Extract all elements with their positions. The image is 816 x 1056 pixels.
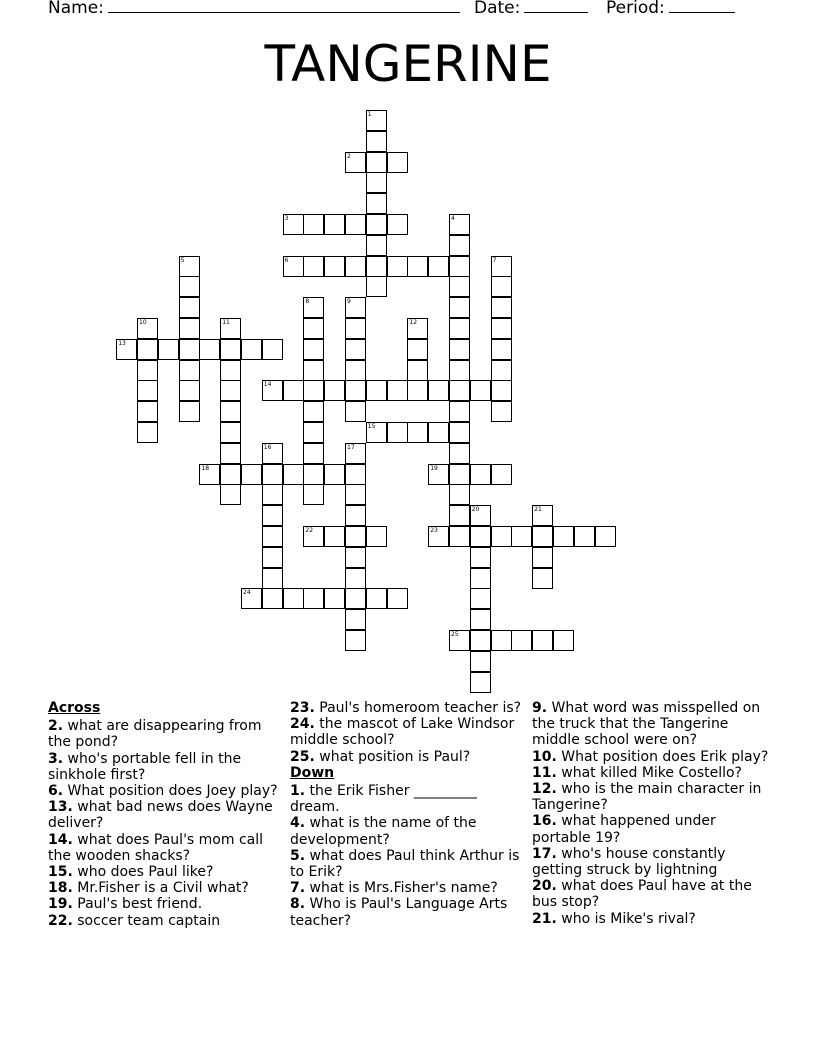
clue-num: 5. — [290, 847, 306, 864]
grid-cell[interactable] — [449, 630, 470, 651]
clue-number: 12 — [409, 319, 418, 326]
grid-cell[interactable] — [491, 276, 512, 297]
down-clue — [532, 749, 770, 765]
grid-cell[interactable] — [449, 443, 470, 464]
clue-number: 7 — [492, 256, 497, 264]
clue-text: what bad news does Wayne deliver? — [48, 799, 273, 832]
page-title: TANGERINE — [264, 35, 552, 93]
clue-num: 3. — [48, 750, 64, 767]
grid-cell[interactable] — [491, 401, 512, 422]
down-clue — [532, 765, 770, 781]
across-clue — [48, 751, 286, 783]
grid-cell[interactable] — [324, 588, 345, 609]
clue-text: What word was misspelled on the truck that the Tangerine middle school were on? — [532, 700, 761, 749]
grid-cell[interactable] — [449, 380, 470, 401]
grid-cell[interactable] — [158, 339, 179, 360]
clue-num: 1. — [290, 783, 306, 800]
grid-cell[interactable] — [262, 339, 283, 360]
clue-number: 18 — [201, 464, 210, 472]
grid-cell[interactable] — [303, 484, 324, 505]
clue-num: 23. — [290, 700, 315, 716]
down-clue — [290, 783, 528, 815]
grid-cell[interactable] — [366, 526, 387, 547]
grid-cell[interactable] — [262, 588, 283, 609]
grid-cell[interactable] — [449, 464, 470, 485]
clue-number: 15 — [367, 423, 376, 430]
clues-column-2 — [290, 700, 528, 929]
clue-number: 9 — [347, 298, 351, 306]
clue-number: 14 — [263, 381, 272, 389]
clue-text: the mascot of Lake Windsor middle school? — [290, 716, 515, 749]
grid-cell[interactable] — [345, 297, 366, 318]
grid-cell[interactable] — [324, 214, 345, 235]
grid-cell[interactable] — [137, 401, 158, 422]
clue-text: what does Paul have at the bus stop? — [532, 878, 752, 911]
grid-cell[interactable] — [345, 588, 366, 609]
grid-cell[interactable] — [345, 318, 366, 339]
grid-cell[interactable] — [262, 568, 283, 589]
clue-num: 18. — [48, 880, 73, 897]
grid-cell[interactable] — [303, 422, 324, 443]
grid-cell[interactable] — [470, 380, 491, 401]
clue-text: what position is Paul? — [314, 748, 471, 765]
grid-cell[interactable] — [511, 526, 532, 547]
grid-cell[interactable] — [303, 256, 324, 277]
grid-cell[interactable] — [220, 318, 241, 339]
grid-cell[interactable] — [491, 297, 512, 318]
grid-cell[interactable] — [179, 380, 200, 401]
clue-number: 17 — [347, 443, 355, 451]
grid-cell[interactable] — [449, 505, 470, 526]
grid-cell[interactable] — [553, 526, 574, 547]
grid-cell[interactable] — [387, 152, 408, 173]
grid-cell[interactable] — [345, 630, 366, 651]
grid-cell[interactable] — [324, 256, 345, 277]
clue-text: what is the name of the development? — [290, 815, 477, 848]
grid-cell[interactable] — [303, 401, 324, 422]
across-clue — [48, 880, 286, 896]
grid-cell[interactable] — [179, 360, 200, 381]
clue-number: 11 — [222, 319, 230, 326]
down-clue — [532, 700, 770, 749]
grid-cell[interactable] — [574, 526, 595, 547]
grid-cell[interactable] — [449, 297, 470, 318]
grid-cell[interactable] — [241, 464, 262, 485]
clue-num: 4. — [290, 815, 306, 832]
grid-cell[interactable] — [241, 339, 262, 360]
clue-num: 11. — [532, 764, 557, 781]
grid-cell[interactable] — [470, 651, 491, 672]
grid-cell[interactable] — [199, 464, 220, 485]
grid-cell[interactable] — [262, 484, 283, 505]
grid-cell[interactable] — [449, 422, 470, 443]
clue-number: 22 — [305, 527, 314, 534]
clues-column-1 — [48, 700, 286, 929]
grid-cell[interactable] — [366, 422, 387, 443]
clue-text: what are disappearing from the pond? — [48, 718, 262, 751]
grid-cell[interactable] — [532, 630, 553, 651]
clue-num: 17. — [532, 845, 557, 862]
grid-cell[interactable] — [491, 630, 512, 651]
grid-cell[interactable] — [303, 297, 324, 318]
clue-num: 7. — [290, 880, 306, 897]
down-clue — [532, 781, 770, 813]
grid-cell[interactable] — [387, 588, 408, 609]
grid-cell[interactable] — [303, 360, 324, 381]
grid-cell[interactable] — [179, 297, 200, 318]
clue-number: 3 — [284, 215, 289, 222]
grid-cell[interactable] — [407, 360, 428, 381]
across-clue — [48, 783, 286, 799]
clue-num: 21. — [532, 910, 557, 927]
clue-number: 24 — [243, 589, 251, 597]
grid-cell[interactable] — [366, 214, 387, 235]
period-label: Period: — [606, 0, 665, 18]
grid-cell[interactable] — [345, 547, 366, 568]
grid-cell[interactable] — [366, 172, 387, 193]
grid-cell[interactable] — [241, 588, 262, 609]
clue-text: what does Paul think Arthur is to Erik? — [290, 847, 520, 881]
grid-cell[interactable] — [262, 547, 283, 568]
across-clue — [48, 896, 286, 912]
grid-cell[interactable] — [137, 422, 158, 443]
clue-num: 13. — [48, 799, 73, 816]
across-clue — [48, 913, 286, 929]
clue-number: 13 — [118, 339, 126, 347]
grid-cell[interactable] — [428, 526, 449, 547]
clue-text: who is Mike's rival? — [556, 910, 696, 927]
clue-number: 21 — [534, 506, 542, 514]
clue-num: 8. — [290, 896, 306, 913]
clue-number: 25 — [451, 631, 459, 638]
clue-num: 20. — [532, 878, 557, 895]
grid-cell[interactable] — [449, 256, 470, 277]
grid-cell[interactable] — [366, 256, 387, 277]
grid-cell[interactable] — [449, 214, 470, 235]
down-clue — [532, 846, 770, 878]
clue-text: what happened under portable 19? — [532, 813, 716, 846]
grid-cell[interactable] — [366, 235, 387, 256]
grid-cell[interactable] — [179, 276, 200, 297]
grid-cell[interactable] — [387, 422, 408, 443]
grid-cell[interactable] — [303, 214, 324, 235]
grid-cell[interactable] — [179, 318, 200, 339]
grid-cell[interactable] — [428, 464, 449, 485]
grid-cell[interactable] — [491, 256, 512, 277]
down-clue — [290, 880, 528, 896]
grid-cell[interactable] — [220, 360, 241, 381]
grid-cell[interactable] — [449, 276, 470, 297]
clue-text: What position does Joey play? — [63, 783, 278, 800]
grid-cell[interactable] — [366, 588, 387, 609]
grid-cell[interactable] — [303, 588, 324, 609]
clue-number: 1 — [367, 111, 372, 118]
grid-cell[interactable] — [407, 339, 428, 360]
grid-cell[interactable] — [491, 526, 512, 547]
grid-cell[interactable] — [449, 318, 470, 339]
grid-cell[interactable] — [366, 131, 387, 152]
grid-cell[interactable] — [532, 505, 553, 526]
grid-cell[interactable] — [532, 568, 553, 589]
grid-cell[interactable] — [345, 339, 366, 360]
clue-num: 9. — [532, 700, 548, 716]
grid-cell[interactable] — [345, 505, 366, 526]
grid-cell[interactable] — [491, 339, 512, 360]
clue-number: 20 — [471, 506, 480, 514]
grid-cell[interactable] — [283, 214, 304, 235]
grid-cell[interactable] — [137, 360, 158, 381]
grid-cell[interactable] — [303, 464, 324, 485]
down-clue — [532, 813, 770, 845]
clues-column-3 — [532, 700, 770, 927]
grid-cell[interactable] — [470, 464, 491, 485]
clue-num: 19. — [48, 896, 73, 913]
grid-cell[interactable] — [595, 526, 616, 547]
clue-num: 25. — [290, 748, 315, 765]
date-label: Date: — [474, 0, 521, 18]
grid-cell[interactable] — [345, 380, 366, 401]
grid-cell[interactable] — [366, 276, 387, 297]
grid-cell[interactable] — [532, 526, 553, 547]
grid-cell[interactable] — [387, 256, 408, 277]
grid-cell[interactable] — [137, 380, 158, 401]
down-heading: Down — [290, 764, 335, 781]
grid-cell[interactable] — [345, 401, 366, 422]
grid-cell[interactable] — [137, 339, 158, 360]
across-heading: Across — [48, 700, 101, 716]
across-clue — [48, 799, 286, 831]
clue-number: 6 — [284, 256, 289, 264]
across-clue — [290, 749, 528, 765]
grid-cell[interactable] — [220, 401, 241, 422]
grid-cell[interactable] — [470, 526, 491, 547]
down-clue — [290, 848, 528, 880]
clue-text: Mr.Fisher is a Civil what? — [72, 880, 249, 897]
clue-text: who does Paul like? — [72, 864, 214, 881]
across-clue — [290, 700, 528, 716]
across-clue — [290, 716, 528, 748]
grid-cell[interactable] — [366, 110, 387, 131]
grid-cell[interactable] — [345, 443, 366, 464]
grid-cell[interactable] — [553, 630, 574, 651]
grid-cell[interactable] — [345, 464, 366, 485]
grid-cell[interactable] — [428, 380, 449, 401]
grid-cell[interactable] — [345, 360, 366, 381]
grid-cell[interactable] — [449, 339, 470, 360]
grid-cell[interactable] — [199, 339, 220, 360]
clue-text: Paul's homeroom teacher is? — [314, 700, 522, 716]
clue-num: 24. — [290, 716, 315, 733]
grid-cell[interactable] — [387, 214, 408, 235]
grid-cell[interactable] — [470, 568, 491, 589]
grid-cell[interactable] — [449, 526, 470, 547]
grid-cell[interactable] — [345, 256, 366, 277]
grid-cell[interactable] — [345, 568, 366, 589]
across-clue — [48, 718, 286, 750]
grid-cell[interactable] — [428, 422, 449, 443]
grid-cell[interactable] — [303, 318, 324, 339]
across-clue-list-part2 — [290, 700, 528, 765]
clue-number: 19 — [430, 464, 438, 472]
across-clue — [48, 864, 286, 880]
clue-number: 8 — [305, 298, 310, 306]
clue-text: who's portable fell in the sinkhole first? — [48, 750, 242, 783]
clue-text: soccer team captain — [72, 912, 221, 929]
grid-cell[interactable] — [470, 547, 491, 568]
grid-cell[interactable] — [324, 526, 345, 547]
grid-cell[interactable] — [303, 443, 324, 464]
grid-cell[interactable] — [366, 152, 387, 173]
clue-num: 16. — [532, 813, 557, 830]
grid-cell[interactable] — [303, 380, 324, 401]
clue-number: 2 — [347, 152, 351, 160]
down-clue — [290, 815, 528, 847]
grid-cell[interactable] — [220, 484, 241, 505]
clue-number: 10 — [139, 319, 147, 326]
clue-text: Who is Paul's Language Arts teacher? — [290, 896, 508, 929]
grid-cell[interactable] — [532, 547, 553, 568]
grid-cell[interactable] — [179, 401, 200, 422]
grid-cell[interactable] — [470, 672, 491, 693]
grid-cell[interactable] — [449, 360, 470, 381]
clue-num: 6. — [48, 783, 64, 800]
grid-cell[interactable] — [428, 256, 449, 277]
grid-cell[interactable] — [470, 630, 491, 651]
clue-text: What position does Erik play? — [556, 748, 769, 765]
grid-cell[interactable] — [283, 588, 304, 609]
grid-cell[interactable] — [262, 505, 283, 526]
grid-cell[interactable] — [449, 235, 470, 256]
grid-cell[interactable] — [470, 609, 491, 630]
grid-cell[interactable] — [283, 256, 304, 277]
across-clue — [48, 832, 286, 864]
grid-cell[interactable] — [491, 380, 512, 401]
grid-cell[interactable] — [220, 464, 241, 485]
grid-cell[interactable] — [366, 380, 387, 401]
grid-cell[interactable] — [303, 339, 324, 360]
clue-text: the Erik Fisher _________ dream. — [290, 783, 477, 816]
down-clue-list-part2 — [532, 700, 770, 927]
grid-cell[interactable] — [491, 360, 512, 381]
grid-cell[interactable] — [262, 443, 283, 464]
down-clue — [290, 896, 528, 928]
grid-cell[interactable] — [387, 380, 408, 401]
clue-num: 14. — [48, 831, 73, 848]
name-label: Name: — [48, 0, 104, 18]
grid-cell[interactable] — [220, 422, 241, 443]
grid-cell[interactable] — [345, 152, 366, 173]
across-clue-list-part1 — [48, 718, 286, 929]
grid-cell[interactable] — [262, 526, 283, 547]
clue-text: Paul's best friend. — [72, 896, 203, 913]
clue-number: 5 — [180, 256, 185, 264]
grid-cell[interactable] — [449, 484, 470, 505]
grid-cell[interactable] — [470, 505, 491, 526]
grid-cell[interactable] — [137, 318, 158, 339]
down-clue — [532, 911, 770, 927]
grid-cell[interactable] — [283, 380, 304, 401]
clue-num: 10. — [532, 748, 557, 765]
grid-cell[interactable] — [324, 380, 345, 401]
grid-cell[interactable] — [511, 630, 532, 651]
grid-cell[interactable] — [220, 339, 241, 360]
grid-cell[interactable] — [345, 484, 366, 505]
grid-cell[interactable] — [345, 526, 366, 547]
grid-cell[interactable] — [345, 609, 366, 630]
clue-text: who's house constantly getting struck by lightning — [532, 845, 726, 879]
grid-cell[interactable] — [303, 526, 324, 547]
grid-cell[interactable] — [470, 588, 491, 609]
clue-text: who is the main character in Tangerine? — [532, 781, 762, 814]
down-clue-list-part1 — [290, 783, 528, 929]
grid-cell[interactable] — [491, 318, 512, 339]
grid-cell[interactable] — [116, 339, 137, 360]
grid-cell[interactable] — [366, 193, 387, 214]
clue-number: 16 — [263, 443, 272, 451]
grid-cell[interactable] — [407, 256, 428, 277]
clue-number: 4 — [451, 215, 455, 222]
grid-cell[interactable] — [407, 318, 428, 339]
grid-cell[interactable] — [407, 422, 428, 443]
grid-cell[interactable] — [262, 464, 283, 485]
clue-text: what is Mrs.Fisher's name? — [305, 880, 498, 897]
down-clue — [532, 878, 770, 910]
clue-num: 12. — [532, 781, 557, 798]
grid-cell[interactable] — [179, 339, 200, 360]
clue-num: 15. — [48, 864, 73, 881]
grid-cell[interactable] — [220, 443, 241, 464]
grid-cell[interactable] — [407, 380, 428, 401]
clue-number: 23 — [430, 527, 438, 534]
clue-text: what does Paul's mom call the wooden shacks? — [48, 831, 264, 864]
grid-cell[interactable] — [324, 464, 345, 485]
grid-cell[interactable] — [491, 464, 512, 485]
grid-cell[interactable] — [345, 214, 366, 235]
clue-num: 2. — [48, 718, 64, 735]
grid-cell[interactable] — [179, 256, 200, 277]
clue-text: what killed Mike Costello? — [556, 764, 742, 781]
grid-cell[interactable] — [283, 464, 304, 485]
grid-cell[interactable] — [262, 380, 283, 401]
grid-cell[interactable] — [449, 401, 470, 422]
clue-num: 22. — [48, 912, 73, 929]
grid-cell[interactable] — [220, 380, 241, 401]
